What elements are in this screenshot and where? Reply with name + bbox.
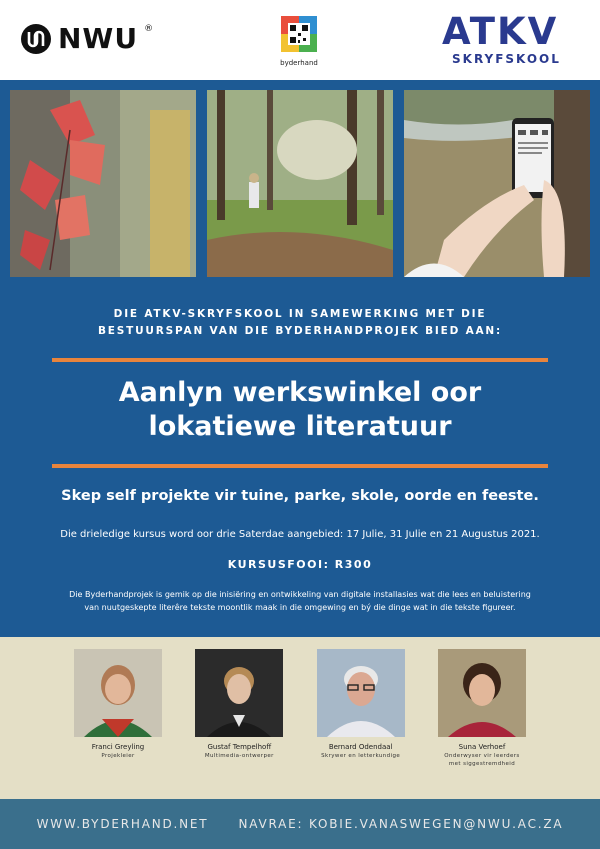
course-fee: KURSUSFOOI: R300 <box>227 558 373 571</box>
nwu-registered-mark: ® <box>144 23 154 34</box>
title-line-1: Aanlyn werkswinkel oor <box>118 377 482 408</box>
nwu-mark-icon <box>20 23 52 55</box>
person-role: Onderwyser vir leerders <box>444 753 520 759</box>
park-walk-image <box>207 90 393 277</box>
portrait-image <box>195 649 283 737</box>
team-section <box>0 637 600 799</box>
photo-phone-river <box>404 90 590 277</box>
team-member <box>317 649 405 768</box>
intro-line-2: BESTUURSPAN VAN DIE BYDERHANDPROJEK BIED AAN: <box>97 325 503 337</box>
project-description <box>22 588 578 614</box>
atkv-subtitle: SKRYFSKOOL <box>452 52 561 66</box>
person-name: Bernard Odendaal <box>328 743 393 751</box>
team-member <box>195 649 283 768</box>
footer <box>0 799 600 849</box>
byderhand-qr-icon <box>281 16 317 52</box>
subtitle: Skep self projekte vir tuine, parke, skole, oorde en feeste. <box>61 488 539 504</box>
byderhand-logo <box>280 16 318 67</box>
photo-strip <box>10 90 590 277</box>
person-name: Franci Greyling <box>91 743 145 751</box>
photo-autumn-leaves <box>10 90 196 277</box>
person-role: Skrywer en letterkundige <box>321 753 401 759</box>
person-name: Suna Verhoef <box>458 743 506 751</box>
title-line-2: lokatiewe literatuur <box>148 411 452 442</box>
atkv-logo <box>432 0 600 80</box>
person-role: Projekleier <box>101 753 135 759</box>
autumn-leaves-image <box>10 90 196 277</box>
team-member <box>438 649 526 768</box>
person-role: Multimedia-ontwerper <box>204 753 274 759</box>
photo-park-walk <box>207 90 393 277</box>
phone-river-image <box>404 90 590 277</box>
portrait-gustaf-tempelhoff <box>195 649 283 737</box>
intro-text <box>0 306 600 340</box>
website-link[interactable]: WWW.BYDERHAND.NET <box>36 817 209 831</box>
main-panel <box>0 80 600 637</box>
person-role-line-2: met siggestremdheid <box>448 761 516 767</box>
portrait-image <box>317 649 405 737</box>
course-dates: Die drieledige kursus word oor drie Saterdae aangebied: 17 Julie, 31 Julie en 21 Augustus 2021. <box>60 529 540 540</box>
description-line-1: Die Byderhandprojek is gemik op die inisiëring en ontwikkeling van digitale installasies wat die lees en beluistering <box>69 590 531 599</box>
atkv-name: ATKV <box>442 10 559 53</box>
description-line-2: van nuutgeskepte literêre tekste moontlik maak in die omgewing en bý die dinge wat in die tekste figureer. <box>84 603 516 612</box>
portrait-bernard-odendaal <box>317 649 405 737</box>
nwu-logo <box>20 22 153 55</box>
nwu-name: NWU <box>58 22 139 55</box>
intro-line-1: DIE ATKV-SKRYFSKOOL IN SAMEWERKING MET DIE <box>113 308 487 320</box>
orange-divider-top <box>52 358 548 362</box>
header <box>0 0 600 80</box>
team-member <box>74 649 162 768</box>
contact-email[interactable]: NAVRAE: KOBIE.VANASWEGEN@NWU.AC.ZA <box>238 817 564 831</box>
portrait-image <box>74 649 162 737</box>
person-name: Gustaf Tempelhoff <box>207 743 272 751</box>
portrait-franci-greyling <box>74 649 162 737</box>
byderhand-label: byderhand <box>280 59 318 67</box>
portrait-image <box>438 649 526 737</box>
portrait-suna-verhoef <box>438 649 526 737</box>
team-list <box>74 649 526 768</box>
orange-divider-bottom <box>52 464 548 468</box>
main-title <box>0 376 600 444</box>
